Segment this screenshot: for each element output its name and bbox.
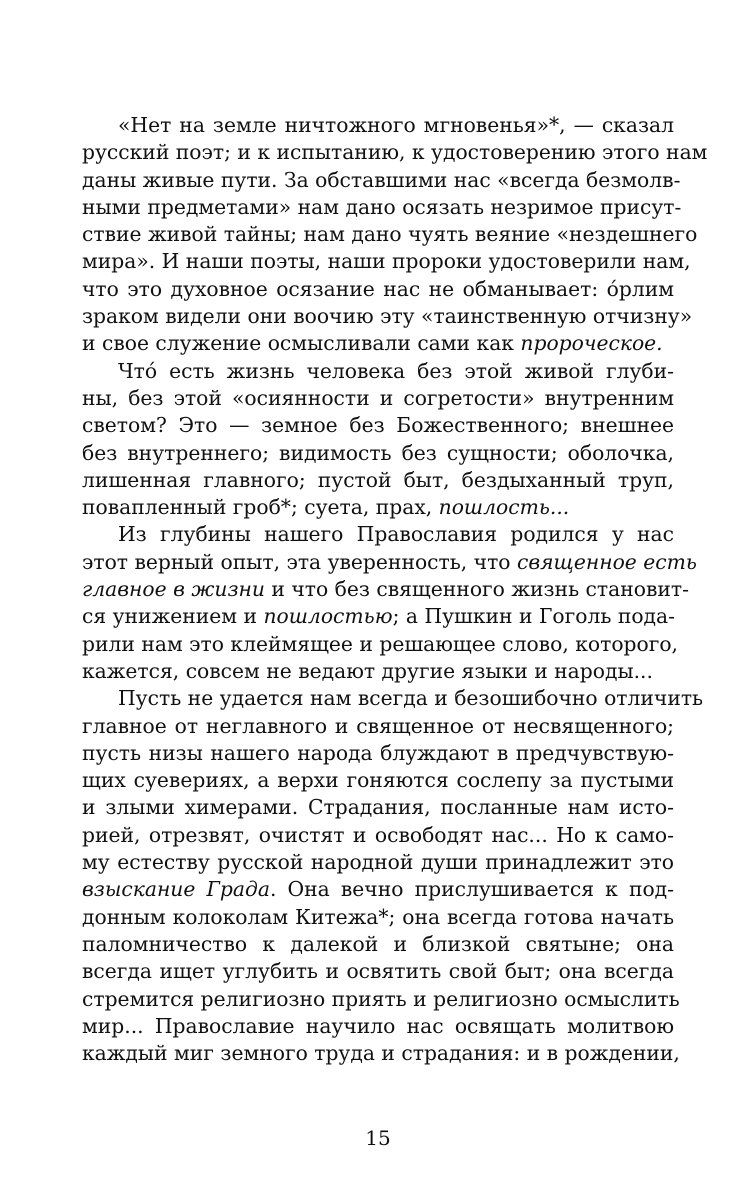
italic-text-segment: пророческое. [520,331,663,356]
text-line [82,986,680,1013]
italic-text-segment: взыскание Града [82,877,270,902]
text-segment: всегда ищет углубить и освятить свой быт; она всегда [82,959,674,984]
text-segment: Пусть не удается нам всегда и безошибочно отличить [118,686,704,711]
text-line [82,330,674,357]
text-segment: без внутреннего; видимость без сущности; оболочка, [82,440,674,465]
page-number: 15 [365,1126,391,1150]
text-segment: и злыми химерами. Страдания, посланные нам исто- [82,795,674,820]
italic-text-segment: священное есть [516,549,697,574]
text-line [82,658,674,685]
text-segment: повапленный гроб*; суета, прах, [82,495,439,520]
text-line [82,467,674,494]
page-text [82,112,708,1067]
text-line [82,440,674,467]
text-segment: мир... Православие научило нас освящать молитвою [82,1013,674,1038]
text-segment: зраком видели они воочию эту «таинственную отчизну» [82,304,693,329]
text-segment: Из глубины нашего Православия родился у нас [118,522,674,547]
text-segment: русский поэт; и к испытанию, к удостоверению этого нам [82,140,708,165]
text-line [82,794,674,821]
text-segment: щих суевериях, а верхи гоняются сослепу за пустыми [82,768,674,793]
text-line [82,276,674,303]
italic-text-segment: главное в жизни [82,577,265,602]
text-segment: пусть низы нашего народа блуждают в предчувствую- [82,740,674,765]
text-segment: ся унижением и [82,604,264,629]
text-segment: . Она вечно прислушивается к под- [269,877,675,902]
text-line [82,112,674,139]
text-segment: рией, отрезвят, очистят и освободят нас... Но к само- [82,822,674,847]
text-line [82,167,681,194]
text-segment: донным колоколам Китежа*; она всегда готова начать [82,904,674,929]
text-line [82,248,691,275]
text-line [82,822,674,849]
text-segment: светом? Это — земное без Божественного; внешнее [82,413,674,438]
text-segment: и что без священного жизнь становит- [264,577,689,602]
text-line [82,194,682,221]
text-line [82,303,693,330]
text-segment: Что́ есть жизнь человека без этой живой глуби- [118,358,674,383]
text-segment: кажется, совсем не ведают другие языки и народы... [82,658,653,683]
text-segment: что это духовное осязание нас не обманывает: о́рлим [82,276,674,301]
text-segment: лишенная главного; пустой быт, бездыханный труп, [82,467,674,492]
text-segment: этот верный опыт, эта уверенность, что [82,549,517,574]
text-segment: стремится религиозно приять и религиозно осмыслить [82,986,680,1011]
italic-text-segment: пошлость... [438,495,570,520]
text-segment: главное от неглавного и священное от несвященного; [82,713,674,738]
text-line [82,385,674,412]
text-segment: ными предметами» нам дано осязать незримое присут- [82,194,682,219]
text-line [82,958,674,985]
text-segment: ; а Пушкин и Гоголь пода- [392,604,675,629]
text-segment: каждый миг земного труда и страдания: и в рождении, [82,1041,680,1066]
text-segment: ны, без этой «осиянности и согретости» внутренним [82,385,674,410]
text-line [82,139,708,166]
text-segment: даны живые пути. За обставшими нас «всегда безмолв- [82,167,681,192]
italic-text-segment: пошлостью [263,604,393,629]
text-line [82,713,674,740]
text-segment: паломничество к далекой и близкой святыне; она [82,931,674,956]
text-line [82,412,674,439]
text-segment: «Нет на земле ничтожного мгновенья»*, — сказал [118,113,674,137]
text-line [82,221,698,248]
text-line [82,904,674,931]
text-line [82,576,689,603]
text-line [82,603,674,630]
text-line [82,494,674,521]
text-line [82,358,674,385]
text-line [82,876,674,903]
text-segment: му естеству русской народной души принадлежит это [82,850,674,875]
text-line [82,849,674,876]
text-segment: и свое служение осмысливали сами как [82,331,521,356]
text-segment: рили нам это клеймящее и решающее слово, которого, [82,631,678,656]
text-segment: ствие живой тайны; нам дано чуять веяние «нездешнего [82,222,698,247]
text-line [82,931,674,958]
text-line [82,740,674,767]
text-line [82,521,674,548]
text-line [82,767,674,794]
text-line [82,685,704,712]
text-line [82,549,697,576]
text-line [82,1040,680,1067]
text-line [82,631,678,658]
text-line [82,1013,674,1040]
text-segment: мира». И наши поэты, наши пророки удостоверили нам, [82,249,691,274]
